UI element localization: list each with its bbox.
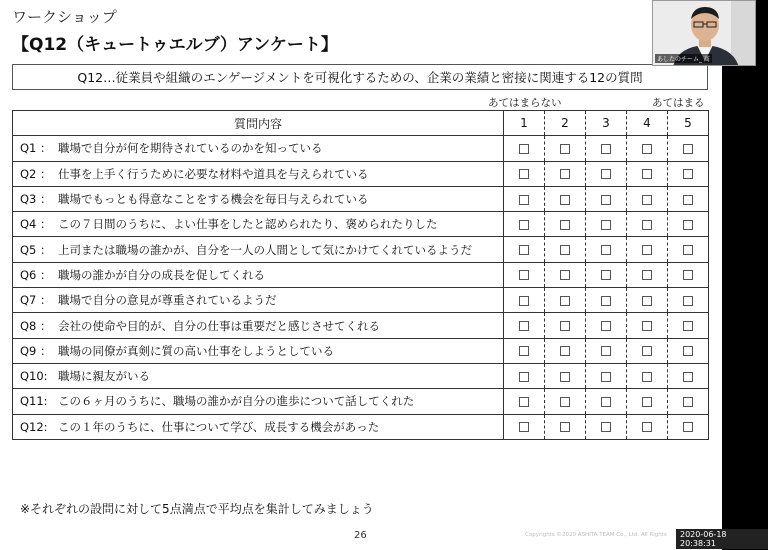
checkbox[interactable] — [601, 195, 611, 205]
score-cell — [627, 313, 668, 338]
question-text: 職場でもっとも得意なことをする機会を毎日与えられている — [58, 192, 369, 207]
score-cell — [668, 288, 709, 313]
score-cell — [545, 212, 586, 237]
score-cell — [504, 262, 545, 287]
checkbox[interactable] — [601, 270, 611, 280]
score-cell — [627, 186, 668, 211]
checkbox[interactable] — [560, 220, 570, 230]
checkbox[interactable] — [601, 372, 611, 382]
score-cell — [668, 338, 709, 363]
question-cell — [13, 288, 504, 313]
checkbox[interactable] — [601, 296, 611, 306]
score-column-header: 5 — [668, 111, 709, 136]
checkbox[interactable] — [683, 397, 693, 407]
footnote: ※それぞれの設問に対して5点満点で平均点を集計してみましょう — [20, 502, 374, 516]
scale-high-label: あてはまる — [652, 97, 705, 109]
score-cell — [504, 136, 545, 161]
score-cell — [545, 136, 586, 161]
question-cell — [13, 363, 504, 388]
score-cell — [504, 363, 545, 388]
question-id: Q6 ： — [20, 267, 52, 282]
score-cell — [627, 288, 668, 313]
score-cell — [545, 186, 586, 211]
table-row — [13, 212, 709, 237]
score-cell — [545, 414, 586, 439]
participant-name: あしたのチーム_ 髙 — [657, 56, 710, 63]
question-id: Q4 ： — [20, 217, 52, 232]
table-row — [13, 313, 709, 338]
slide-title: 【Q12（キュートゥエルブ）アンケート】 — [12, 35, 338, 55]
table-row — [13, 186, 709, 211]
checkbox[interactable] — [601, 422, 611, 432]
checkbox[interactable] — [642, 270, 652, 280]
checkbox[interactable] — [642, 321, 652, 331]
score-cell — [586, 288, 627, 313]
question-cell — [13, 313, 504, 338]
timestamp: 2020-06-18 20:38:31 — [676, 529, 768, 549]
score-cell — [586, 161, 627, 186]
table-row — [13, 161, 709, 186]
checkbox[interactable] — [683, 270, 693, 280]
score-column-header: 2 — [545, 111, 586, 136]
checkbox[interactable] — [683, 372, 693, 382]
survey-table — [12, 110, 709, 440]
question-column-header: 質問内容 — [13, 111, 504, 136]
checkbox[interactable] — [642, 169, 652, 179]
page-number: 26 — [354, 530, 367, 541]
checkbox[interactable] — [601, 346, 611, 356]
checkbox[interactable] — [560, 144, 570, 154]
score-cell — [586, 186, 627, 211]
checkbox[interactable] — [519, 220, 529, 230]
score-cell — [627, 262, 668, 287]
question-cell — [13, 186, 504, 211]
checkbox[interactable] — [683, 195, 693, 205]
question-text: 職場の誰かが自分の成長を促してくれる — [58, 267, 265, 282]
score-cell — [586, 262, 627, 287]
question-id: Q2 ： — [20, 166, 52, 181]
score-cell — [668, 363, 709, 388]
question-id: Q12: — [20, 419, 48, 434]
copyright-text: Copyrights ©2020 ASHITA TEAM Co., Ltd. All Rights — [525, 532, 667, 538]
checkbox[interactable] — [519, 245, 529, 255]
score-cell — [668, 212, 709, 237]
score-cell — [586, 338, 627, 363]
table-row — [13, 389, 709, 414]
question-text: この１年のうちに、仕事について学び、成長する機会があった — [58, 419, 380, 434]
score-cell — [586, 389, 627, 414]
score-cell — [668, 237, 709, 262]
score-column-header: 3 — [586, 111, 627, 136]
table-row — [13, 414, 709, 439]
checkbox[interactable] — [642, 245, 652, 255]
score-cell — [668, 414, 709, 439]
question-id: Q1 ： — [20, 141, 52, 156]
checkbox[interactable] — [642, 296, 652, 306]
question-cell — [13, 212, 504, 237]
checkbox[interactable] — [683, 144, 693, 154]
score-cell — [668, 136, 709, 161]
checkbox[interactable] — [519, 321, 529, 331]
score-cell — [627, 212, 668, 237]
checkbox[interactable] — [601, 169, 611, 179]
checkbox[interactable] — [519, 346, 529, 356]
checkbox[interactable] — [642, 220, 652, 230]
subtitle-box — [12, 64, 708, 90]
question-text: この６ヶ月のうちに、職場の誰かが自分の進歩について話してくれた — [58, 394, 415, 409]
score-cell — [668, 389, 709, 414]
table-row — [13, 338, 709, 363]
score-cell — [504, 414, 545, 439]
question-id: Q5 ： — [20, 242, 52, 257]
score-cell — [504, 212, 545, 237]
question-id: Q7 ： — [20, 293, 52, 308]
score-cell — [504, 338, 545, 363]
checkbox[interactable] — [683, 296, 693, 306]
score-cell — [586, 414, 627, 439]
checkbox[interactable] — [683, 220, 693, 230]
scale-low-label: あてはまらない — [488, 97, 562, 109]
question-text: 会社の使命や目的が、自分の仕事は重要だと感じさせてくれる — [58, 318, 380, 333]
score-cell — [586, 313, 627, 338]
question-cell — [13, 389, 504, 414]
table-header-row — [13, 111, 709, 136]
question-id: Q8 ： — [20, 318, 52, 333]
score-cell — [627, 389, 668, 414]
score-cell — [504, 161, 545, 186]
checkbox[interactable] — [683, 321, 693, 331]
checkbox[interactable] — [519, 372, 529, 382]
score-cell — [545, 313, 586, 338]
checkbox[interactable] — [642, 397, 652, 407]
checkbox[interactable] — [683, 169, 693, 179]
checkbox[interactable] — [642, 195, 652, 205]
question-text: 職場の同僚が真剣に質の高い仕事をしようとしている — [58, 343, 334, 358]
score-cell — [504, 313, 545, 338]
checkbox[interactable] — [683, 245, 693, 255]
question-id: Q9 ： — [20, 343, 52, 358]
question-text: 職場で自分の意見が尊重されているようだ — [58, 293, 277, 308]
checkbox[interactable] — [519, 296, 529, 306]
score-cell — [668, 262, 709, 287]
checkbox[interactable] — [642, 372, 652, 382]
score-cell — [627, 363, 668, 388]
checkbox[interactable] — [642, 144, 652, 154]
table-row — [13, 237, 709, 262]
question-cell — [13, 136, 504, 161]
score-cell — [545, 288, 586, 313]
question-id: Q11: — [20, 394, 48, 409]
checkbox[interactable] — [642, 422, 652, 432]
participant-video[interactable] — [652, 0, 756, 66]
score-column-header: 4 — [627, 111, 668, 136]
checkbox[interactable] — [519, 270, 529, 280]
question-cell — [13, 237, 504, 262]
question-text: この７日間のうちに、よい仕事をしたと認められたり、褒められたりした — [58, 217, 438, 232]
checkbox[interactable] — [560, 195, 570, 205]
checkbox[interactable] — [560, 321, 570, 331]
score-cell — [668, 161, 709, 186]
score-cell — [545, 363, 586, 388]
question-text: 職場で自分が何を期待されているのかを知っている — [58, 141, 323, 156]
table-row — [13, 363, 709, 388]
checkbox[interactable] — [560, 422, 570, 432]
question-cell — [13, 414, 504, 439]
checkbox[interactable] — [560, 346, 570, 356]
score-cell — [586, 237, 627, 262]
score-cell — [627, 414, 668, 439]
score-cell — [668, 313, 709, 338]
checkbox[interactable] — [519, 195, 529, 205]
score-column-header: 1 — [504, 111, 545, 136]
score-cell — [627, 338, 668, 363]
checkbox[interactable] — [601, 245, 611, 255]
question-cell — [13, 161, 504, 186]
checkbox[interactable] — [601, 397, 611, 407]
question-text: 仕事を上手く行うために必要な材料や道具を与えられている — [58, 166, 369, 181]
score-cell — [586, 363, 627, 388]
checkbox[interactable] — [519, 397, 529, 407]
checkbox[interactable] — [519, 169, 529, 179]
checkbox[interactable] — [601, 144, 611, 154]
checkbox[interactable] — [601, 220, 611, 230]
checkbox[interactable] — [519, 422, 529, 432]
question-text: 職場に親友がいる — [58, 369, 150, 384]
checkbox[interactable] — [560, 397, 570, 407]
checkbox[interactable] — [642, 346, 652, 356]
subtitle-text: Q12…従業員や組織のエンゲージメントを可視化するための、企業の業績と密接に関連する12の質問 — [77, 70, 643, 85]
workshop-label: ワークショップ — [12, 8, 117, 26]
score-cell — [504, 186, 545, 211]
checkbox[interactable] — [683, 422, 693, 432]
score-cell — [668, 186, 709, 211]
score-cell — [627, 237, 668, 262]
table-row — [13, 288, 709, 313]
score-cell — [545, 161, 586, 186]
score-cell — [545, 338, 586, 363]
score-cell — [504, 389, 545, 414]
question-id: Q3 ： — [20, 192, 52, 207]
score-cell — [545, 237, 586, 262]
checkbox[interactable] — [519, 144, 529, 154]
score-cell — [504, 237, 545, 262]
checkbox[interactable] — [560, 270, 570, 280]
question-cell — [13, 262, 504, 287]
checkbox[interactable] — [683, 346, 693, 356]
score-cell — [545, 262, 586, 287]
checkbox[interactable] — [560, 169, 570, 179]
checkbox[interactable] — [601, 321, 611, 331]
checkbox[interactable] — [560, 245, 570, 255]
score-cell — [504, 288, 545, 313]
table-row — [13, 136, 709, 161]
score-cell — [586, 136, 627, 161]
question-text: 上司または職場の誰かが、自分を一人の人間として気にかけてくれているようだ — [58, 242, 472, 257]
score-cell — [586, 212, 627, 237]
question-cell — [13, 338, 504, 363]
question-id: Q10: — [20, 369, 48, 384]
checkbox[interactable] — [560, 372, 570, 382]
checkbox[interactable] — [560, 296, 570, 306]
score-cell — [545, 389, 586, 414]
score-cell — [627, 136, 668, 161]
score-cell — [627, 161, 668, 186]
table-row — [13, 262, 709, 287]
